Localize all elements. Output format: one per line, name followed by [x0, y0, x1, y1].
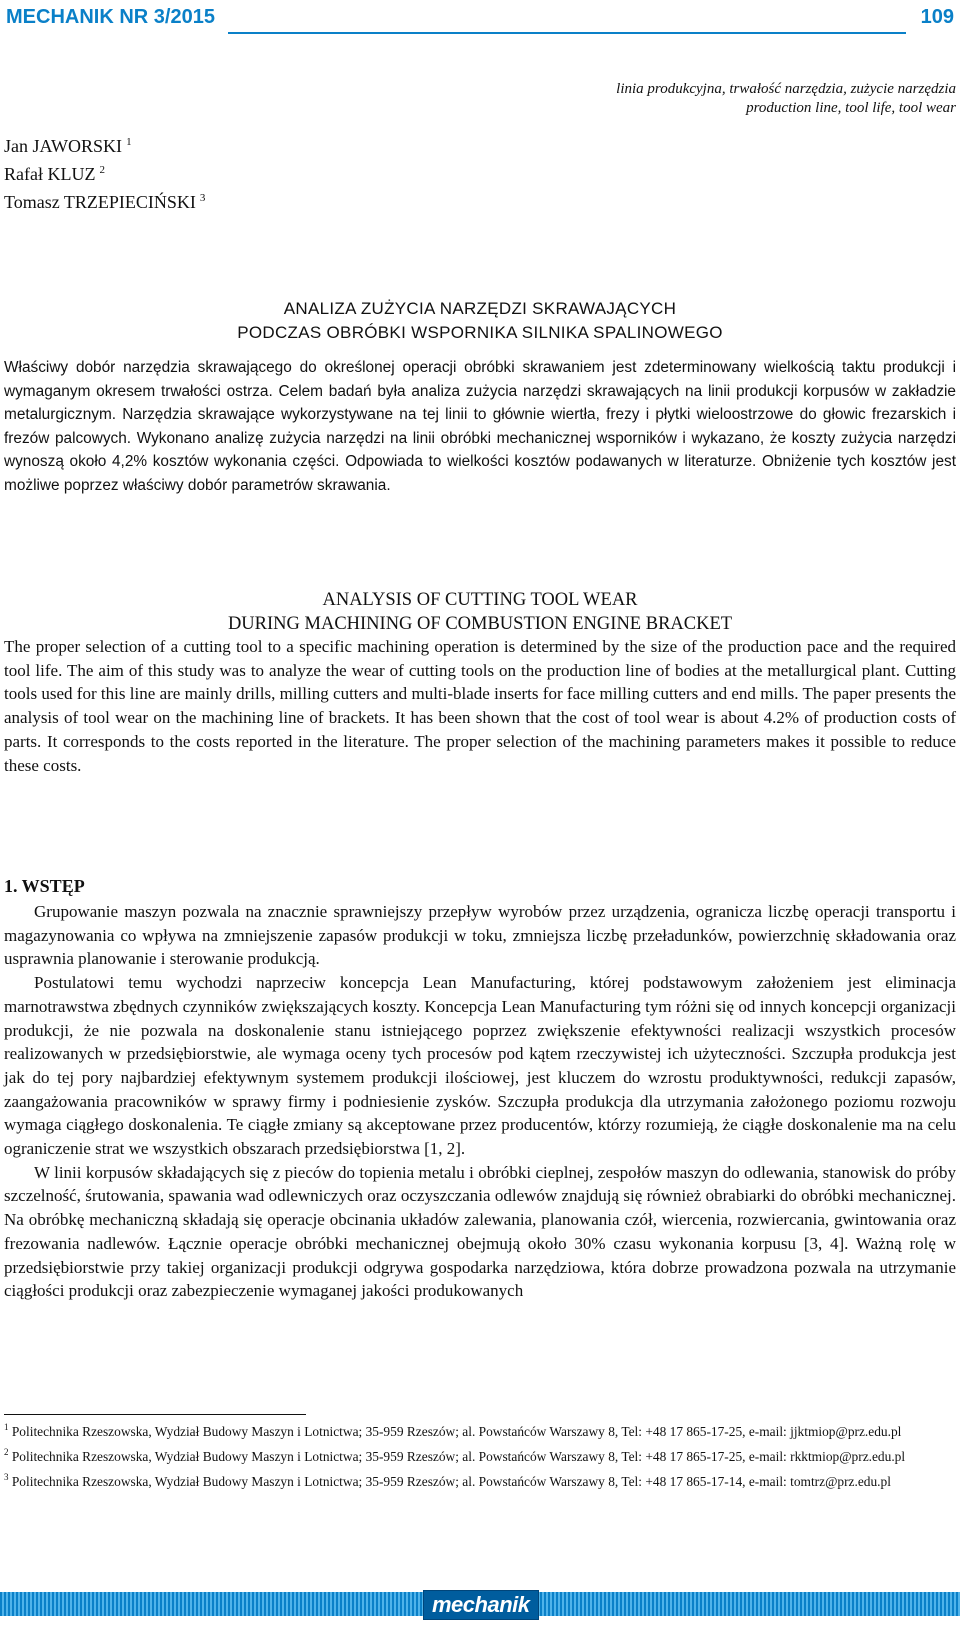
author-name: Jan JAWORSKI — [4, 136, 123, 156]
footnote-rule — [4, 1414, 306, 1415]
author-ref: 3 — [199, 192, 206, 204]
page-number: 109 — [920, 6, 954, 28]
page-header — [6, 6, 954, 34]
author-ref: 2 — [99, 164, 105, 176]
section-body — [4, 900, 956, 1303]
page-footer — [0, 1590, 960, 1620]
keywords-pl: linia produkcyjna, trwałość narzędzia, zużycie narzędzia — [616, 81, 956, 97]
title-polish — [0, 297, 960, 345]
footnotes — [4, 1418, 956, 1493]
footnote-text: Politechnika Rzeszowska, Wydział Budowy Maszyn i Lotnictwa; 35-959 Rzeszów; al. Powstańców Warszawy 8, Tel: +48 17 865-17-14, e-mail: tomtrz@prz.edu.pl — [11, 1474, 891, 1489]
journal-issue: MECHANIK NR 3/2015 — [6, 6, 215, 28]
footnote-text: Politechnika Rzeszowska, Wydział Budowy Maszyn i Lotnictwa; 35-959 Rzeszów; al. Powstańców Warszawy 8, Tel: +48 17 865-17-25, e-mail: rkktmiop@prz.edu.pl — [11, 1449, 906, 1464]
section-heading: 1. WSTĘP — [4, 876, 85, 896]
footnote — [4, 1418, 956, 1441]
footnote — [4, 1443, 956, 1466]
author-name: Tomasz TRZEPIECIŃSKI — [4, 192, 196, 212]
footnote-ref: 2 — [4, 1447, 9, 1457]
author-ref: 1 — [126, 136, 132, 148]
keywords-en: production line, tool life, tool wear — [746, 100, 956, 116]
title-english-line: ANALYSIS OF CUTTING TOOL WEAR — [322, 590, 638, 610]
author — [4, 130, 205, 158]
footnote-ref: 1 — [4, 1422, 9, 1432]
author — [4, 158, 205, 186]
footnote-ref: 3 — [4, 1472, 9, 1482]
header-rule — [228, 32, 906, 34]
author-list — [4, 130, 205, 214]
footnote — [4, 1468, 956, 1491]
paragraph: Postulatowi temu wychodzi naprzeciw koncepcja Lean Manufacturing, której podstawowym założeniem jest eliminacja marnotrawstwa zbędnych czynników zwiększających koszty. Koncepcja Lean Manufacturing tym różni się od innych koncepcji organizacji produkcji, że nie pozwala na doskonalenie stanu istniejącego poprzez zwiększenie efektywności realizacji wszystkich procesów realizowanych w przedsiębiorstwie, ale wymaga oceny tych procesów pod kątem rzeczywistej ich użyteczności. Szczupła produkcja jest jak do tej pory najbardziej efektywnym systemem produkcji ilościowej, jest kluczem do wzrostu produktywności, redukcji zapasów, zaangażowania pracowników w sprawy firmy i podniesienie zysków. Szczupła produkcja dla utrzymania założonego poziomu rozwoju wymaga ciągłego doskonalenia. Te ciągłe zmiany są akceptowane przez producentów, którzy rozumieją, że ciągłe doskonalenie ma na celu ograniczenie strat we wszystkich obszarach przedsiębiorstwa [1, 2]. — [4, 973, 956, 1159]
title-english — [0, 588, 960, 636]
paragraph: W linii korpusów składających się z pieców do topienia metalu i obróbki cieplnej, zespołów maszyn do odlewania, stanowisk do próby szczelność, śrutowania, spawania wad odlewniczych oraz oczyszczania odlewów znajdują się również obrabiarki do obróbki mechanicznej. Na obróbkę mechaniczną składają się operacje obcinania układów zalewania, planowania czół, wiercenia, rozwiercania, gwintowania oraz frezowania nadlewów. Łącznie operacje obróbki mechanicznej obejmują około 30% czasu wykonania korpusu [3, 4]. Ważną rolę w przedsiębiorstwie przy takiej organizacji produkcji odgrywa gospodarka narzędziowa, która dobrze prowadzona pozwala na utrzymanie ciągłości produkcji oraz zabezpieczenie wymaganej jakości produkowanych — [4, 1162, 956, 1301]
paragraph: Grupowanie maszyn pozwala na znacznie sprawniejszy przepływ wyrobów przez urządzenia, ogranicza liczbę operacji transportu i magazynowania co wpływa na zmniejszenie zapasów produkcji w toku, zmniejsza liczbę przeładunków, powierzchnię składowania oraz usprawnia planowanie i sterowanie produkcją. — [4, 902, 956, 969]
title-english-line: DURING MACHINING OF COMBUSTION ENGINE BRACKET — [227, 614, 733, 634]
abstract-polish: Właściwy dobór narzędzia skrawającego do określonej operacji obróbki skrawaniem jest zdeterminowany wielkością taktu produkcji i wymaganym okresem trwałości ostrza. Celem badań była analiza zużycia narzędzi skrawających na linii produkcji korpusów w zakładzie metalurgicznym. Narzędzia skrawające wykorzystywane na tej linii to głównie wiertła, frezy i płytki wieloostrzowe do głowic frezarskich i frezów palcowych. Wykonano analizę zużycia narzędzi na linii obróbki mechanicznej wsporników i wykazano, że koszty zużycia narzędzi wynoszą około 4,2% kosztów wykonania części. Odpowiada to wielkości kosztów podawanych w literaturze. Obniżenie tych kosztów jest możliwe poprzez właściwy dobór parametrów skrawania. — [4, 359, 956, 494]
author — [4, 186, 205, 214]
abstract-english: The proper selection of a cutting tool to a specific machining operation is determined by the size of the production pace and the required tool life. The aim of this study was to analyze the wear of cutting tools on the production line of bodies at the metallurgical plant. Cutting tools used for this line are mainly drills, milling cutters and multi-blade inserts for face milling cutters and end mills. The paper presents the analysis of tool wear on the machining line of brackets. It has been shown that the cost of tool wear is about 4.2% of production costs of parts. It corresponds to the costs reported in the literature. The proper selection of the machining parameters makes it possible to reduce these costs. — [4, 637, 956, 775]
footnote-text: Politechnika Rzeszowska, Wydział Budowy Maszyn i Lotnictwa; 35-959 Rzeszów; al. Powstańców Warszawy 8, Tel: +48 17 865-17-25, e-mail: jjktmiop@prz.edu.pl — [11, 1424, 902, 1439]
keywords — [616, 80, 956, 118]
mechanik-logo: mechanik — [423, 1590, 539, 1620]
title-polish-line: PODCZAS OBRÓBKI WSPORNIKA SILNIKA SPALINOWEGO — [237, 323, 723, 342]
author-name: Rafał KLUZ — [4, 164, 96, 184]
title-polish-line: ANALIZA ZUŻYCIA NARZĘDZI SKRAWAJĄCYCH — [283, 299, 677, 318]
